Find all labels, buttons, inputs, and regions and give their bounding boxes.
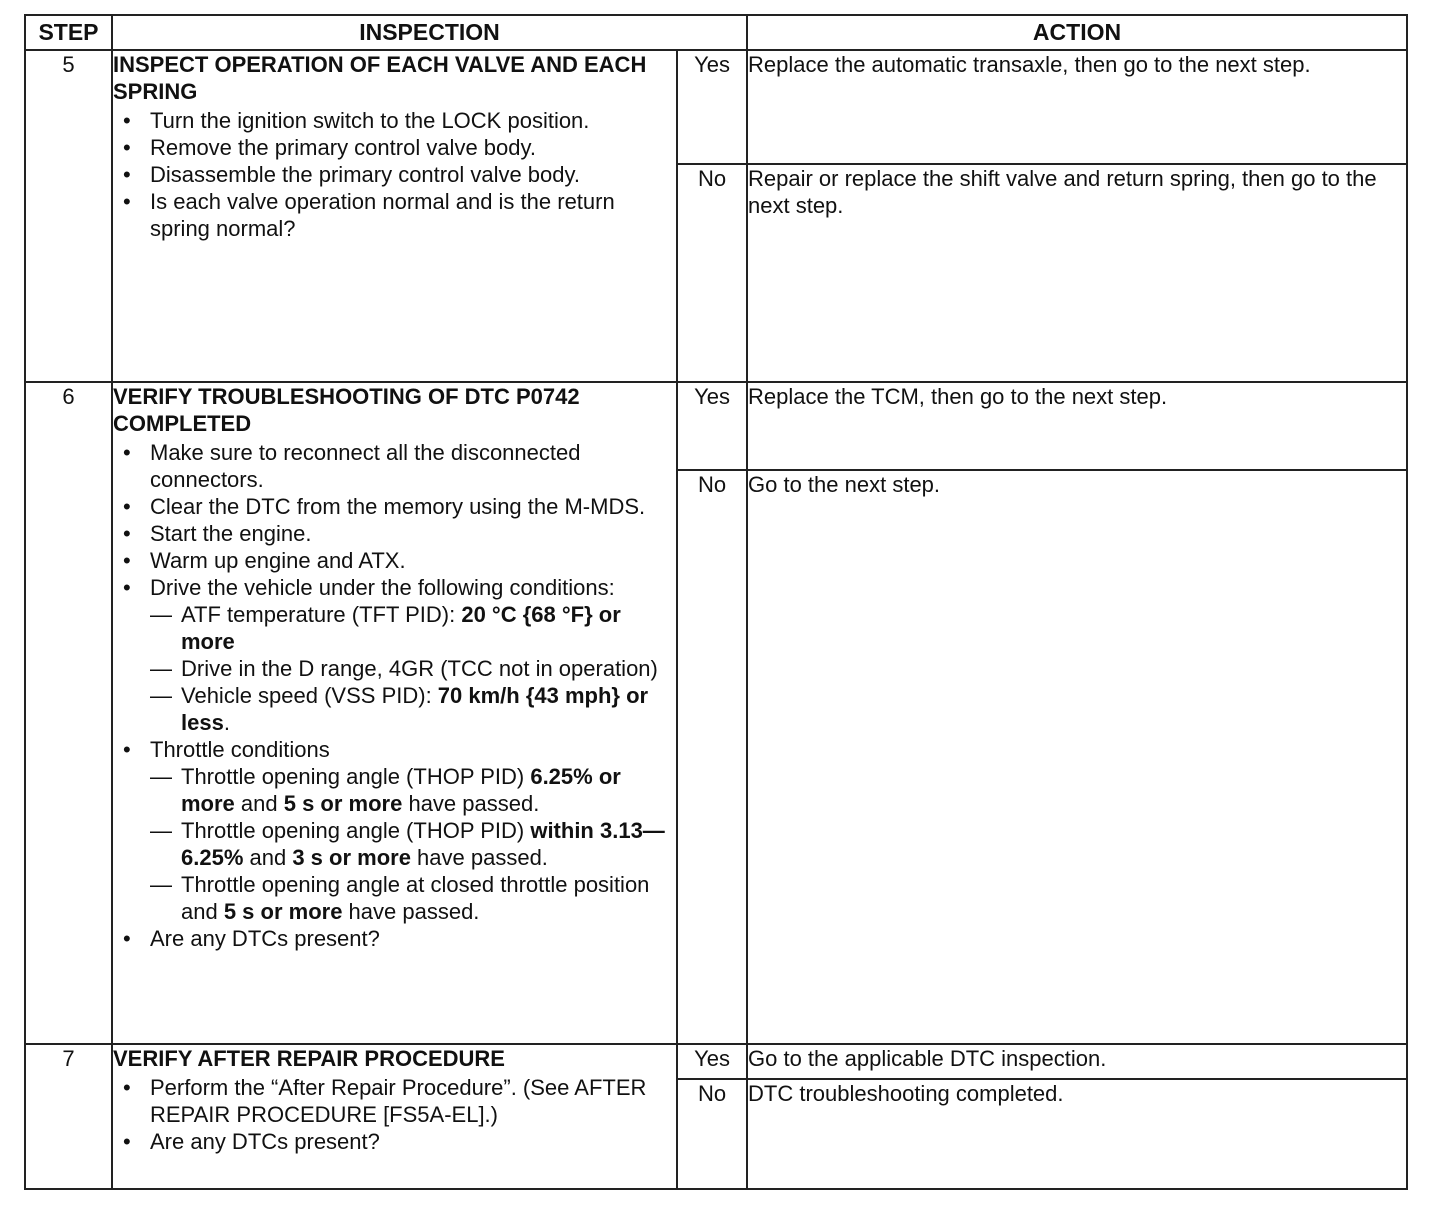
step-7-number: 7 [25,1044,112,1189]
condition-text: Throttle opening angle (THOP PID) [181,818,531,843]
list-item [150,601,676,655]
condition-value: 5 s or more [223,899,343,924]
condition-text: have passed. [402,791,540,816]
step-7-bullets [113,1074,676,1155]
condition-text: Vehicle speed (VSS PID): [181,683,438,708]
list-item [150,871,676,925]
throttle-conditions-label: Throttle conditions [150,737,330,762]
condition-value: 70 km/h {43 mph} or less [181,683,649,735]
step-6-yes-action: Replace the TCM, then go to the next step. [747,382,1407,470]
condition-text: and [243,845,293,870]
condition-value: 20 °C {68 °F} or more [181,602,621,654]
condition-text: Throttle opening angle (THOP PID) [181,764,531,789]
condition-text: have passed. [342,899,480,924]
header-inspection: INSPECTION [112,15,747,50]
list-item [150,655,676,682]
condition-tail: . [223,710,230,735]
step-7-yes-action: Go to the applicable DTC inspection. [747,1044,1407,1079]
list-item: • Perform the “After Repair Procedure”. (See AFTER REPAIR PROCEDURE [FS5A-EL].) [113,1074,676,1128]
list-item [150,817,676,871]
step-6-inspection [112,382,677,1044]
step-5-number: 5 [25,50,112,382]
step-7-no-action: DTC troubleshooting completed. [747,1079,1407,1189]
list-item: • Disassemble the primary control valve body. [113,161,676,188]
header-action: ACTION [747,15,1407,50]
step-6-title: VERIFY TROUBLESHOOTING OF DTC P0742 COMPLETED [113,384,580,436]
list-item: • Turn the ignition switch to the LOCK position. [113,107,676,134]
list-item: • Are any DTCs present? [113,925,676,952]
step-5-yes-label: Yes [677,50,747,164]
list-item: • Are any DTCs present? [113,1128,676,1155]
list-item: • Start the engine. [113,520,676,547]
list-item: • Make sure to reconnect all the disconnected connectors. [113,439,676,493]
drive-conditions-list [150,601,676,736]
list-item: • Clear the DTC from the memory using the M-MDS. [113,493,676,520]
step-5-no-action: Repair or replace the shift valve and return spring, then go to the next step. [747,164,1407,382]
list-item [113,574,676,736]
step-7-no-label: No [677,1079,747,1189]
step-6-no-label: No [677,470,747,1044]
step-6-no-action: Go to the next step. [747,470,1407,1044]
header-step: STEP [25,15,112,50]
list-item: • Remove the primary control valve body. [113,134,676,161]
condition-value: 5 s or more [283,791,403,816]
throttle-conditions-list [150,763,676,925]
procedure-table [24,14,1408,1190]
step-7-yes-label: Yes [677,1044,747,1079]
condition-text: Drive in the D range, 4GR (TCC not in operation) [181,656,658,681]
condition-value: 6.25% or more [181,764,621,816]
step-5-title: INSPECT OPERATION OF EACH VALVE AND EACH SPRING [113,52,647,104]
list-item [150,763,676,817]
step-7-yes-row [25,1044,1407,1079]
step-7-inspection [112,1044,677,1189]
list-item [150,682,676,736]
step-6-number: 6 [25,382,112,1044]
header-row [25,15,1407,50]
step-6-bullets [113,439,676,952]
step-5-bullets [113,107,676,242]
list-item [113,736,676,925]
condition-value: 3 s or more [292,845,411,870]
step-5-no-label: No [677,164,747,382]
step-5-yes-action: Replace the automatic transaxle, then go to the next step. [747,50,1407,164]
step-7-title: VERIFY AFTER REPAIR PROCEDURE [113,1046,505,1071]
list-item: • Warm up engine and ATX. [113,547,676,574]
condition-text: ATF temperature (TFT PID): [181,602,462,627]
condition-value: within 3.13—6.25% [181,818,665,870]
step-6-yes-label: Yes [677,382,747,470]
step-6-yes-row [25,382,1407,470]
drive-conditions-label: Drive the vehicle under the following conditions: [150,575,615,600]
condition-text: and [234,791,284,816]
step-5-inspection [112,50,677,382]
step-5-yes-row [25,50,1407,164]
condition-text: have passed. [410,845,548,870]
condition-text: Throttle opening angle at closed throttle position and [181,872,650,924]
list-item: • Is each valve operation normal and is the return spring normal? [113,188,676,242]
